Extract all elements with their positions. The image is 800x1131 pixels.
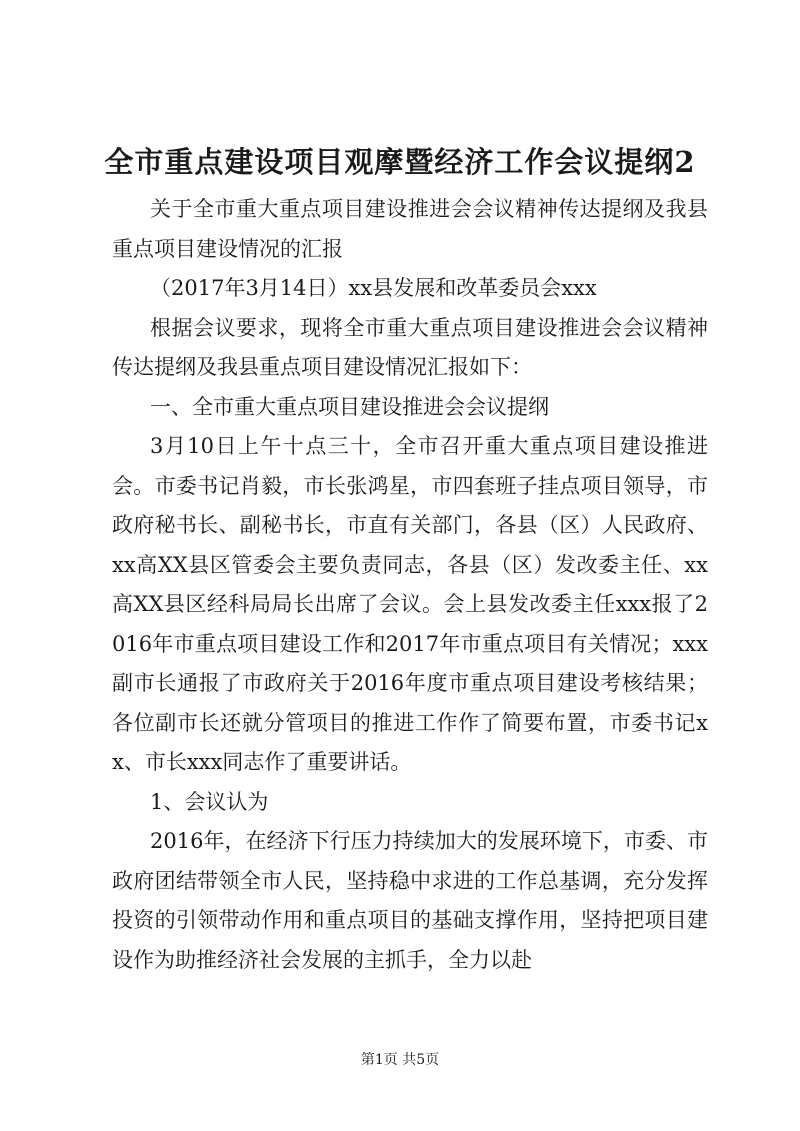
- section-heading-1: 一、全市重大重点项目建设推进会会议提纲: [150, 394, 549, 419]
- paragraph-intro: 根据会议要求，现将全市重大重点项目建设推进会会议精神传达提纲及我县重点项目建设情况汇报如下：: [112, 315, 708, 379]
- paragraph-date-author: （2017年3月14日）xx县发展和改革委员会xxx: [150, 276, 597, 300]
- page-footer: 第1页 共5页: [360, 1052, 440, 1068]
- subsection-heading-1: 1、会议认为: [150, 789, 269, 814]
- document-title: 全市重点建设项目观摩暨经济工作会议提纲2: [104, 145, 696, 179]
- paragraph-report-heading: 关于全市重大重点项目建设推进会会议精神传达提纲及我县重点项目建设情况的汇报: [112, 197, 708, 261]
- paragraph-meeting-summary: 3月10日上午十点三十，全市召开重大重点项目建设推进会。市委书记肖毅，市长张鸿星，市四套班子挂点项目领导，市政府秘书长、副秘书长，市直有关部门，各县（区）人民政府、xx高XX县区管委会主要负责同志，各县（区）发改委主任、xx高XX县区经科局局长出席了会议。会上县发改委主任xxx报了2016年市重点项目建设工作和2017年市重点项目有关情况；xxx副市长通报了市政府关于2016年度市重点项目建设考核结果；各位副市长还就分管项目的推进工作作了简要布置，市委书记xx、市长xxx同志作了重要讲话。: [112, 434, 708, 774]
- paragraph-2016-review: 2016年，在经济下行压力持续加大的发展环境下，市委、市政府团结带领全市人民，坚持稳中求进的工作总基调，充分发挥投资的引领带动作用和重点项目的基础支撑作用，坚持把项目建设作为助推经济社会发展的主抓手，全力以赴: [112, 829, 708, 972]
- document-body: [112, 190, 708, 980]
